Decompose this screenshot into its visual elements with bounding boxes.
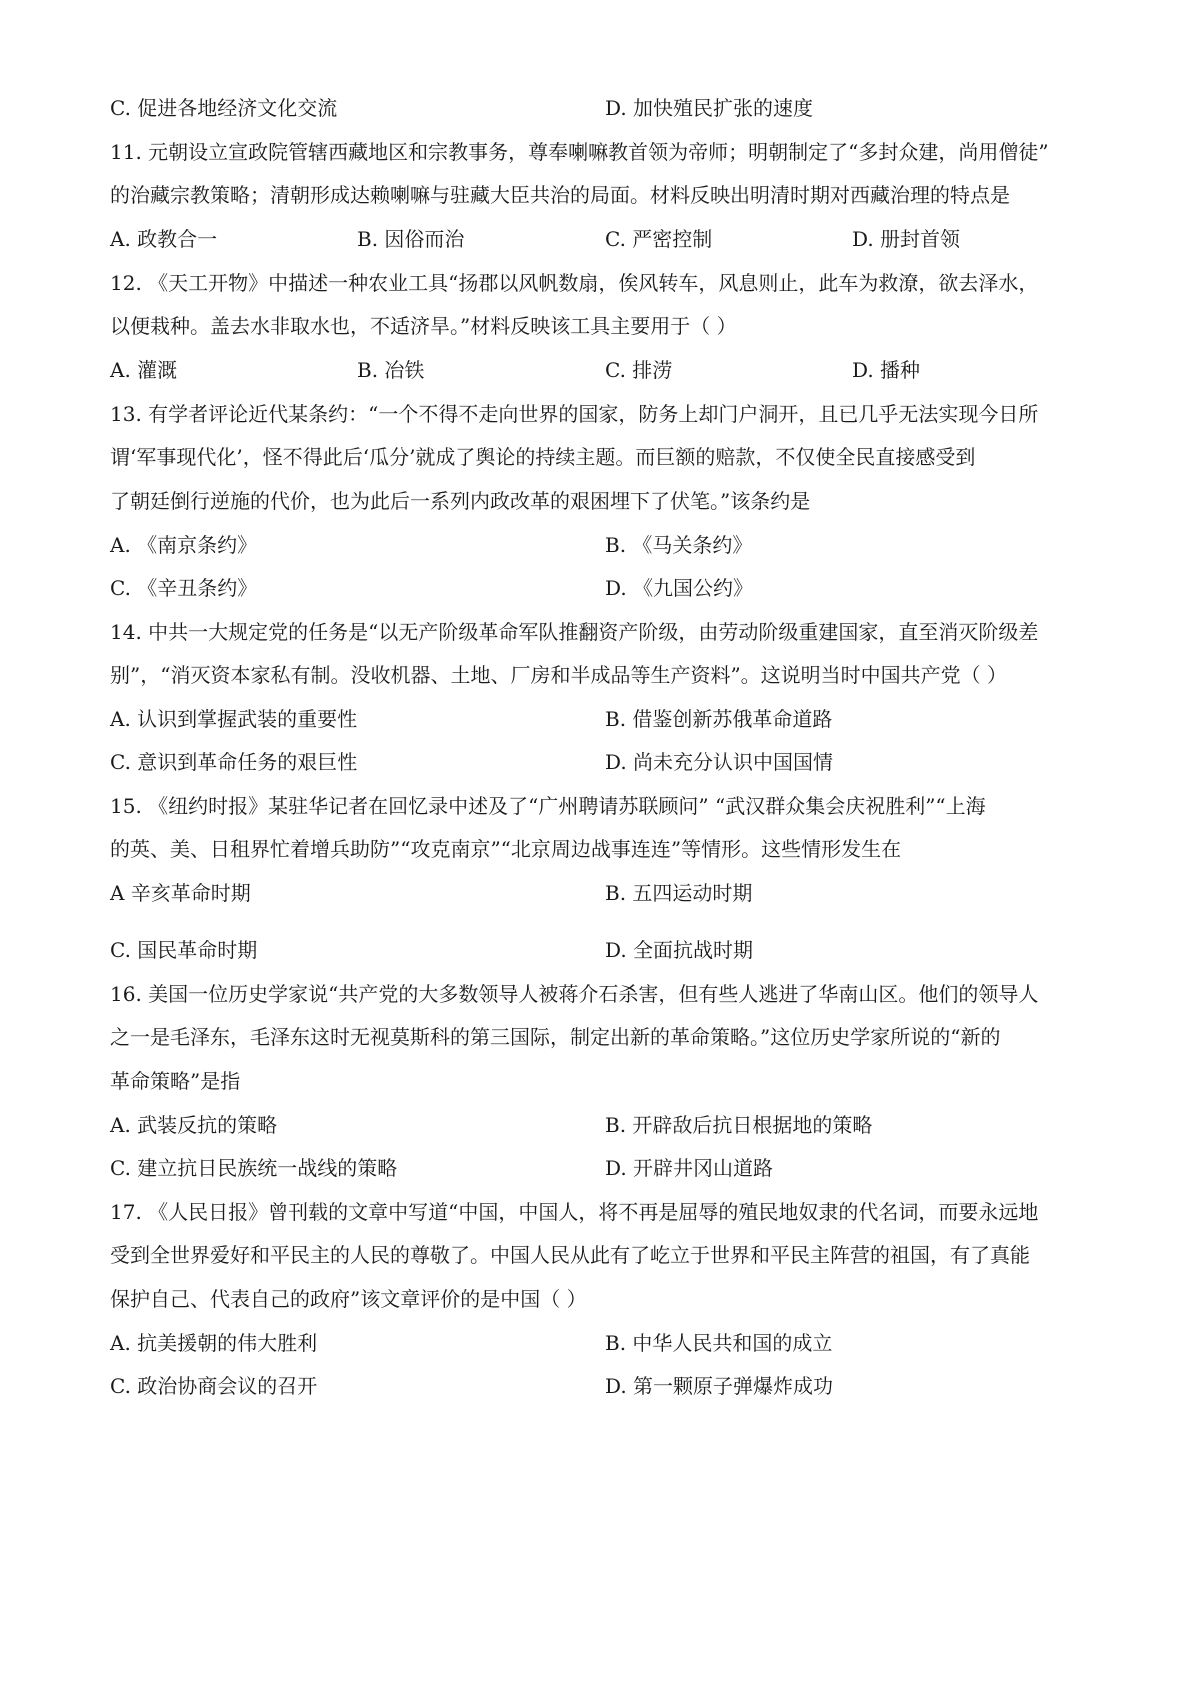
option-a: A. 认识到掌握武装的重要性 xyxy=(110,707,358,731)
option-a: A. 武装反抗的策略 xyxy=(110,1113,278,1137)
option-d: D. 尚未充分认识中国国情 xyxy=(605,750,834,774)
option-b: B. 《马关条约》 xyxy=(605,533,753,557)
option-a: A. 政教合一 xyxy=(110,227,218,251)
option-d: D. 《九国公约》 xyxy=(605,576,754,600)
question-11-text: 11. 元朝设立宣政院管辖西藏地区和宗教事务，尊奉喇嘛教首领为帝师；明朝制定了“多封众建，尚用僧徒” xyxy=(110,140,1049,164)
question-12-text: 12. 《天工开物》中描述一种农业工具“扬郡以风帆数扇，俟风转车，风息则止，此车为救潦，欲去泽水， xyxy=(110,271,1039,295)
option-a: A 辛亥革命时期 xyxy=(110,881,251,905)
option-d: D. 播种 xyxy=(852,358,921,382)
question-12-text: 以便栽种。盖去水非取水也，不适济旱。”材料反映该工具主要用于（ ） xyxy=(110,314,737,338)
question-13-text: 了朝廷倒行逆施的代价，也为此后一系列内政改革的艰困埋下了伏笔。”该条约是 xyxy=(110,489,811,513)
question-16-text: 革命策略”是指 xyxy=(110,1069,241,1093)
option-a: A. 灌溉 xyxy=(110,358,178,382)
question-15-text: 15. 《纽约时报》某驻华记者在回忆录中述及了“广州聘请苏联顾问” “武汉群众集会庆祝胜利”“上海 xyxy=(110,794,986,818)
option-c: C. 国民革命时期 xyxy=(110,938,258,962)
question-17-text: 受到全世界爱好和平民主的人民的尊敬了。中国人民从此有了屹立于世界和平民主阵营的祖国，有了真能 xyxy=(110,1243,1030,1267)
option-b: B. 开辟敌后抗日根据地的策略 xyxy=(605,1113,873,1137)
option-c: C. 严密控制 xyxy=(605,227,713,251)
option-d: D. 加快殖民扩张的速度 xyxy=(605,96,814,120)
option-c: C. 政治协商会议的召开 xyxy=(110,1374,318,1398)
option-a: A. 《南京条约》 xyxy=(110,533,258,557)
question-15-text: 的英、美、日租界忙着增兵助防”“攻克南京”“北京周边战事连连”等情形。这些情形发生在 xyxy=(110,837,902,861)
option-b: B. 因俗而治 xyxy=(357,227,465,251)
option-c: C. 促进各地经济文化交流 xyxy=(110,96,338,120)
option-d: D. 开辟井冈山道路 xyxy=(605,1156,774,1180)
option-b: B. 冶铁 xyxy=(357,358,425,382)
option-c: C. 意识到革命任务的艰巨性 xyxy=(110,750,358,774)
option-b: B. 五四运动时期 xyxy=(605,881,753,905)
option-c: C. 《辛丑条约》 xyxy=(110,576,258,600)
option-d: D. 册封首领 xyxy=(852,227,961,251)
option-b: B. 中华人民共和国的成立 xyxy=(605,1331,833,1355)
option-b: B. 借鉴创新苏俄革命道路 xyxy=(605,707,833,731)
question-13-text: 谓‘军事现代化’，怪不得此后‘瓜分’就成了舆论的持续主题。而巨额的赔款，不仅使全民直接感受到 xyxy=(110,445,976,469)
option-d: D. 第一颗原子弹爆炸成功 xyxy=(605,1374,834,1398)
question-14-text: 别”，“消灭资本家私有制。没收机器、土地、厂房和半成品等生产资料”。这说明当时中国共产党（ ） xyxy=(110,663,1008,687)
option-d: D. 全面抗战时期 xyxy=(605,938,754,962)
question-17-text: 保护自己、代表自己的政府”该文章评价的是中国（ ） xyxy=(110,1287,587,1311)
option-c: C. 排涝 xyxy=(605,358,673,382)
question-11-text: 的治藏宗教策略；清朝形成达赖喇嘛与驻藏大臣共治的局面。材料反映出明清时期对西藏治理的特点是 xyxy=(110,183,1010,207)
option-c: C. 建立抗日民族统一战线的策略 xyxy=(110,1156,398,1180)
question-17-text: 17. 《人民日报》曾刊载的文章中写道“中国，中国人，将不再是屈辱的殖民地奴隶的代名词，而要永远地 xyxy=(110,1200,1039,1224)
option-a: A. 抗美援朝的伟大胜利 xyxy=(110,1331,318,1355)
question-13-text: 13. 有学者评论近代某条约：“一个不得不走向世界的国家，防务上却门户洞开，且已几乎无法实现今日所 xyxy=(110,402,1039,426)
question-16-text: 16. 美国一位历史学家说“共产党的大多数领导人被蒋介石杀害，但有些人逃进了华南山区。他们的领导人 xyxy=(110,982,1039,1006)
question-14-text: 14. 中共一大规定党的任务是“以无产阶级革命军队推翻资产阶级，由劳动阶级重建国家，直至消灭阶级差 xyxy=(110,620,1039,644)
question-16-text: 之一是毛泽东，毛泽东这时无视莫斯科的第三国际，制定出新的革命策略。”这位历史学家所说的“新的 xyxy=(110,1025,1001,1049)
